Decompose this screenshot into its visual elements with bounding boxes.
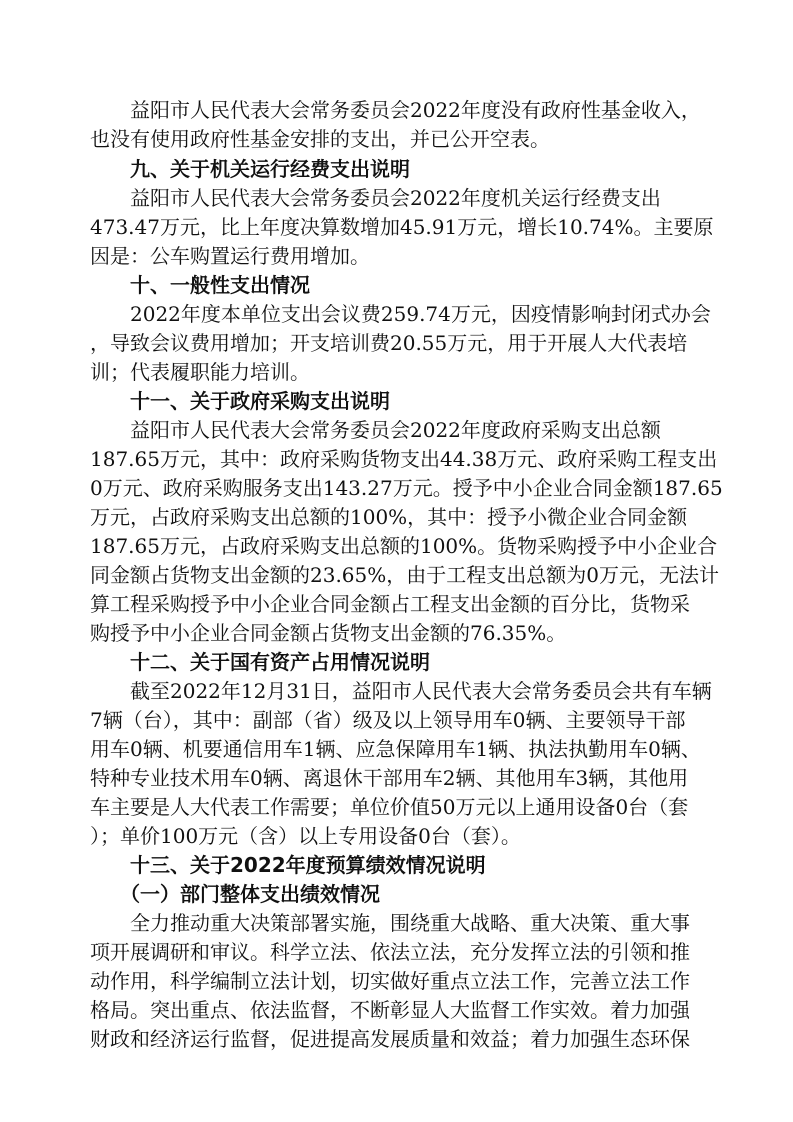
paragraph-line: 2022年度本单位支出会议费259.74万元，因疫情影响封闭式办会	[90, 302, 711, 326]
paragraph-line: 用车0辆、机要通信用车1辆、应急保障用车1辆、执法执勤用车0辆、	[90, 737, 701, 761]
paragraph-line: 益阳市人民代表大会常务委员会2022年度政府采购支出总额	[90, 418, 661, 442]
paragraph-line: 购授予中小企业合同金额占货物支出金额的76.35%。	[90, 621, 567, 645]
paragraph-line: 特种专业技术用车0辆、离退休干部用车2辆、其他用车3辆，其他用	[90, 766, 689, 790]
paragraph-line: 7辆（台），其中：副部（省）级及以上领导用车0辆、主要领导干部	[90, 708, 686, 732]
paragraph-line: 动作用，科学编制立法计划，切实做好重点立法工作，完善立法工作	[90, 969, 690, 993]
section-heading-11: 十一、关于政府采购支出说明	[90, 389, 390, 413]
paragraph-line: 算工程采购授予中小企业合同金额占工程支出金额的百分比，货物采	[90, 592, 690, 616]
paragraph-line: 车主要是人大代表工作需要；单位价值50万元以上通用设备0台（套	[90, 795, 689, 819]
paragraph-line: 训；代表履职能力培训。	[90, 360, 310, 384]
paragraph-line: ，导致会议费用增加；开支培训费20.55万元，用于开展人大代表培	[90, 331, 688, 355]
paragraph-line: 项开展调研和审议。科学立法、依法立法，充分发挥立法的引领和推	[90, 940, 690, 964]
paragraph-line: 473.47万元，比上年度决算数增加45.91万元，增长10.74%。主要原	[90, 215, 714, 239]
paragraph-line: 财政和经济运行监督，促进提高发展质量和效益；着力加强生态环保	[90, 1027, 690, 1051]
section-heading-9: 九、关于机关运行经费支出说明	[90, 157, 410, 181]
paragraph-line: 益阳市人民代表大会常务委员会2022年度没有政府性基金收入，	[90, 98, 701, 122]
paragraph-line: ）；单价100万元（含）以上专用设备0台（套）。	[90, 824, 521, 848]
section-heading-12: 十二、关于国有资产占用情况说明	[90, 650, 430, 674]
section-heading-13: 十三、关于2022年度预算绩效情况说明	[90, 853, 486, 877]
paragraph-line: 也没有使用政府性基金安排的支出，并已公开空表。	[90, 127, 550, 151]
paragraph-line: 因是：公车购置运行费用增加。	[90, 244, 370, 268]
paragraph-line: 全力推动重大决策部署实施，围绕重大战略、重大决策、重大事	[90, 911, 690, 935]
paragraph-line: 187.65万元，占政府采购支出总额的100%。货物采购授予中小企业合	[90, 534, 718, 558]
paragraph-line: 同金额占货物支出金额的23.65%，由于工程支出总额为0万元，无法计	[90, 563, 719, 587]
paragraph-line: 益阳市人民代表大会常务委员会2022年度机关运行经费支出	[90, 186, 661, 210]
section-heading-10: 十、一般性支出情况	[90, 273, 310, 297]
paragraph-line: 格局。突出重点、依法监督，不断彰显人大监督工作实效。着力加强	[90, 998, 690, 1022]
paragraph-line: 截至2022年12月31日，益阳市人民代表大会常务委员会共有车辆	[90, 679, 712, 703]
paragraph-line: 万元，占政府采购支出总额的100%，其中：授予小微企业合同金额	[90, 505, 688, 529]
subsection-heading: （一）部门整体支出绩效情况	[90, 882, 380, 906]
paragraph-line: 187.65万元，其中：政府采购货物支出44.38万元、政府采购工程支出	[90, 447, 718, 471]
paragraph-line: 0万元、政府采购服务支出143.27万元。授予中小企业合同金额187.65	[90, 476, 723, 500]
